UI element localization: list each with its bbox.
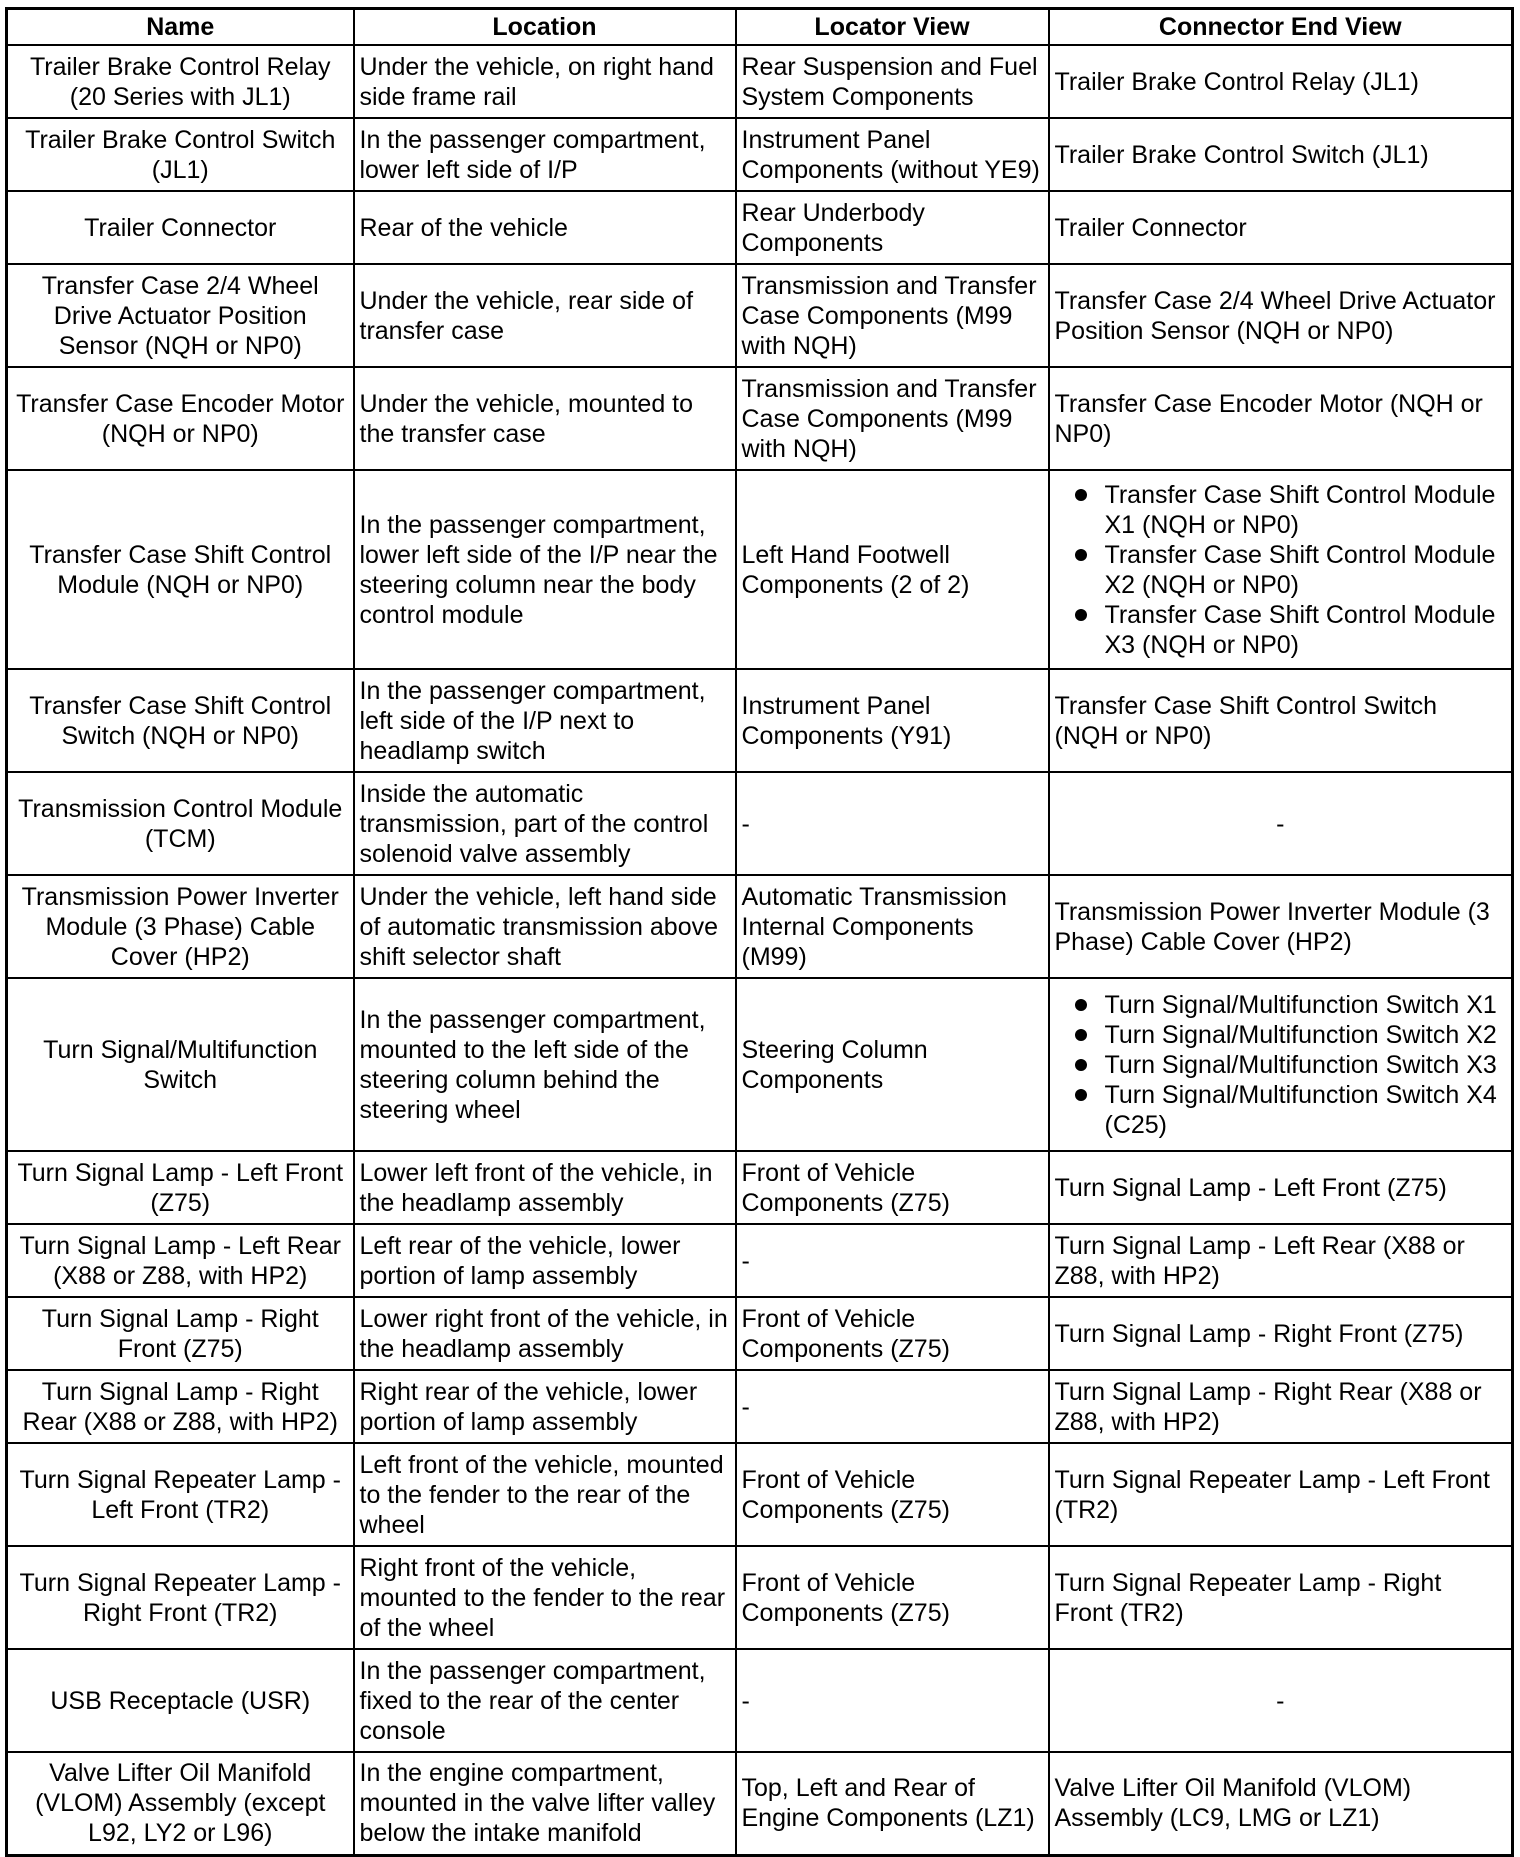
cell-locator-view: Instrument Panel Components (Y91): [736, 669, 1049, 772]
table-row: [7, 1370, 1513, 1443]
table-row: [7, 264, 1513, 367]
cell-location: In the passenger compartment, lower left side of I/P: [354, 118, 736, 191]
cell-location: Lower right front of the vehicle, in the headlamp assembly: [354, 1297, 736, 1370]
cell-location: Lower left front of the vehicle, in the headlamp assembly: [354, 1151, 736, 1224]
cell-name: Turn Signal Repeater Lamp - Right Front (TR2): [7, 1546, 354, 1649]
cell-location: Under the vehicle, mounted to the transfer case: [354, 367, 736, 470]
cell-connector-end-view: Trailer Brake Control Relay (JL1): [1049, 45, 1513, 118]
table-row: [7, 45, 1513, 118]
list-item: Transfer Case Shift Control Module X2 (NQH or NP0): [1055, 540, 1507, 600]
cell-location: Right rear of the vehicle, lower portion of lamp assembly: [354, 1370, 736, 1443]
cell-locator-view: Automatic Transmission Internal Components (M99): [736, 875, 1049, 978]
header-name: Name: [7, 9, 354, 46]
cell-connector-end-view: -: [1049, 772, 1513, 875]
cell-name: Trailer Brake Control Relay (20 Series with JL1): [7, 45, 354, 118]
table-row: [7, 118, 1513, 191]
cell-name: Turn Signal Lamp - Right Front (Z75): [7, 1297, 354, 1370]
list-item: Turn Signal/Multifunction Switch X2: [1055, 1020, 1507, 1050]
cell-name: Transfer Case Shift Control Module (NQH or NP0): [7, 470, 354, 669]
cell-name: Valve Lifter Oil Manifold (VLOM) Assembly (except L92, LY2 or L96): [7, 1752, 354, 1855]
header-connector-end-view: Connector End View: [1049, 9, 1513, 46]
cell-locator-view: Front of Vehicle Components (Z75): [736, 1443, 1049, 1546]
connector-list: [1055, 990, 1507, 1140]
table-row: [7, 470, 1513, 669]
cell-location: Left rear of the vehicle, lower portion of lamp assembly: [354, 1224, 736, 1297]
table-row: [7, 772, 1513, 875]
table-row: [7, 1224, 1513, 1297]
component-locator-table-wrapper: [5, 7, 1511, 1857]
cell-name: Transmission Control Module (TCM): [7, 772, 354, 875]
cell-location: Left front of the vehicle, mounted to the fender to the rear of the wheel: [354, 1443, 736, 1546]
cell-connector-end-view: Turn Signal Lamp - Left Front (Z75): [1049, 1151, 1513, 1224]
table-row: [7, 1443, 1513, 1546]
cell-locator-view: Front of Vehicle Components (Z75): [736, 1297, 1049, 1370]
cell-location: Under the vehicle, rear side of transfer case: [354, 264, 736, 367]
cell-connector-end-view: [1049, 978, 1513, 1151]
header-locator-view: Locator View: [736, 9, 1049, 46]
cell-locator-view: Left Hand Footwell Components (2 of 2): [736, 470, 1049, 669]
cell-connector-end-view: Trailer Connector: [1049, 191, 1513, 264]
component-locator-table: [5, 7, 1514, 1857]
table-row: [7, 875, 1513, 978]
cell-connector-end-view: Transfer Case Shift Control Switch (NQH or NP0): [1049, 669, 1513, 772]
cell-locator-view: Rear Underbody Components: [736, 191, 1049, 264]
cell-name: Transfer Case Encoder Motor (NQH or NP0): [7, 367, 354, 470]
cell-connector-end-view: Turn Signal Lamp - Left Rear (X88 or Z88, with HP2): [1049, 1224, 1513, 1297]
cell-locator-view: Transmission and Transfer Case Components (M99 with NQH): [736, 367, 1049, 470]
table-row: [7, 1151, 1513, 1224]
cell-name: Turn Signal/Multifunction Switch: [7, 978, 354, 1151]
connector-list: [1055, 480, 1507, 660]
cell-location: Under the vehicle, on right hand side frame rail: [354, 45, 736, 118]
cell-location: In the passenger compartment, fixed to the rear of the center console: [354, 1649, 736, 1752]
table-row: [7, 1297, 1513, 1370]
cell-name: Turn Signal Lamp - Left Front (Z75): [7, 1151, 354, 1224]
cell-connector-end-view: Transmission Power Inverter Module (3 Phase) Cable Cover (HP2): [1049, 875, 1513, 978]
cell-name: Transfer Case 2/4 Wheel Drive Actuator Position Sensor (NQH or NP0): [7, 264, 354, 367]
cell-name: Transmission Power Inverter Module (3 Phase) Cable Cover (HP2): [7, 875, 354, 978]
cell-locator-view: -: [736, 1224, 1049, 1297]
cell-connector-end-view: Turn Signal Repeater Lamp - Right Front (TR2): [1049, 1546, 1513, 1649]
cell-name: Turn Signal Lamp - Right Rear (X88 or Z88, with HP2): [7, 1370, 354, 1443]
cell-name: USB Receptacle (USR): [7, 1649, 354, 1752]
cell-name: Transfer Case Shift Control Switch (NQH or NP0): [7, 669, 354, 772]
cell-location: Under the vehicle, left hand side of automatic transmission above shift selector shaft: [354, 875, 736, 978]
table-row: [7, 191, 1513, 264]
cell-location: Rear of the vehicle: [354, 191, 736, 264]
list-item: Turn Signal/Multifunction Switch X1: [1055, 990, 1507, 1020]
cell-locator-view: Transmission and Transfer Case Components (M99 with NQH): [736, 264, 1049, 367]
table-row: [7, 1649, 1513, 1752]
table-row: [7, 669, 1513, 772]
cell-connector-end-view: Transfer Case 2/4 Wheel Drive Actuator Position Sensor (NQH or NP0): [1049, 264, 1513, 367]
cell-name: Turn Signal Repeater Lamp - Left Front (TR2): [7, 1443, 354, 1546]
table-row: [7, 978, 1513, 1151]
list-item: Turn Signal/Multifunction Switch X3: [1055, 1050, 1507, 1080]
cell-connector-end-view: Valve Lifter Oil Manifold (VLOM) Assembly (LC9, LMG or LZ1): [1049, 1752, 1513, 1855]
cell-location: Right front of the vehicle, mounted to the fender to the rear of the wheel: [354, 1546, 736, 1649]
cell-connector-end-view: Turn Signal Repeater Lamp - Left Front (TR2): [1049, 1443, 1513, 1546]
cell-name: Turn Signal Lamp - Left Rear (X88 or Z88, with HP2): [7, 1224, 354, 1297]
cell-locator-view: Top, Left and Rear of Engine Components (LZ1): [736, 1752, 1049, 1855]
cell-locator-view: Front of Vehicle Components (Z75): [736, 1151, 1049, 1224]
cell-locator-view: -: [736, 772, 1049, 875]
cell-location: In the engine compartment, mounted in the valve lifter valley below the intake manifold: [354, 1752, 736, 1855]
table-row: [7, 1752, 1513, 1855]
cell-name: Trailer Brake Control Switch (JL1): [7, 118, 354, 191]
cell-connector-end-view: Trailer Brake Control Switch (JL1): [1049, 118, 1513, 191]
cell-name: Trailer Connector: [7, 191, 354, 264]
cell-location: In the passenger compartment, mounted to the left side of the steering column behind the steering wheel: [354, 978, 736, 1151]
header-location: Location: [354, 9, 736, 46]
cell-location: In the passenger compartment, lower left side of the I/P near the steering column near the body control module: [354, 470, 736, 669]
list-item: Transfer Case Shift Control Module X3 (NQH or NP0): [1055, 600, 1507, 660]
cell-connector-end-view: [1049, 470, 1513, 669]
cell-connector-end-view: Turn Signal Lamp - Right Front (Z75): [1049, 1297, 1513, 1370]
cell-location: In the passenger compartment, left side of the I/P next to headlamp switch: [354, 669, 736, 772]
table-row: [7, 1546, 1513, 1649]
cell-locator-view: Steering Column Components: [736, 978, 1049, 1151]
table-row: [7, 367, 1513, 470]
cell-locator-view: -: [736, 1649, 1049, 1752]
list-item: Turn Signal/Multifunction Switch X4 (C25): [1055, 1080, 1507, 1140]
cell-connector-end-view: -: [1049, 1649, 1513, 1752]
cell-connector-end-view: Transfer Case Encoder Motor (NQH or NP0): [1049, 367, 1513, 470]
header-row: [7, 9, 1513, 46]
cell-location: Inside the automatic transmission, part of the control solenoid valve assembly: [354, 772, 736, 875]
cell-locator-view: Instrument Panel Components (without YE9): [736, 118, 1049, 191]
cell-locator-view: Rear Suspension and Fuel System Components: [736, 45, 1049, 118]
list-item: Transfer Case Shift Control Module X1 (NQH or NP0): [1055, 480, 1507, 540]
cell-locator-view: -: [736, 1370, 1049, 1443]
cell-connector-end-view: Turn Signal Lamp - Right Rear (X88 or Z88, with HP2): [1049, 1370, 1513, 1443]
cell-locator-view: Front of Vehicle Components (Z75): [736, 1546, 1049, 1649]
